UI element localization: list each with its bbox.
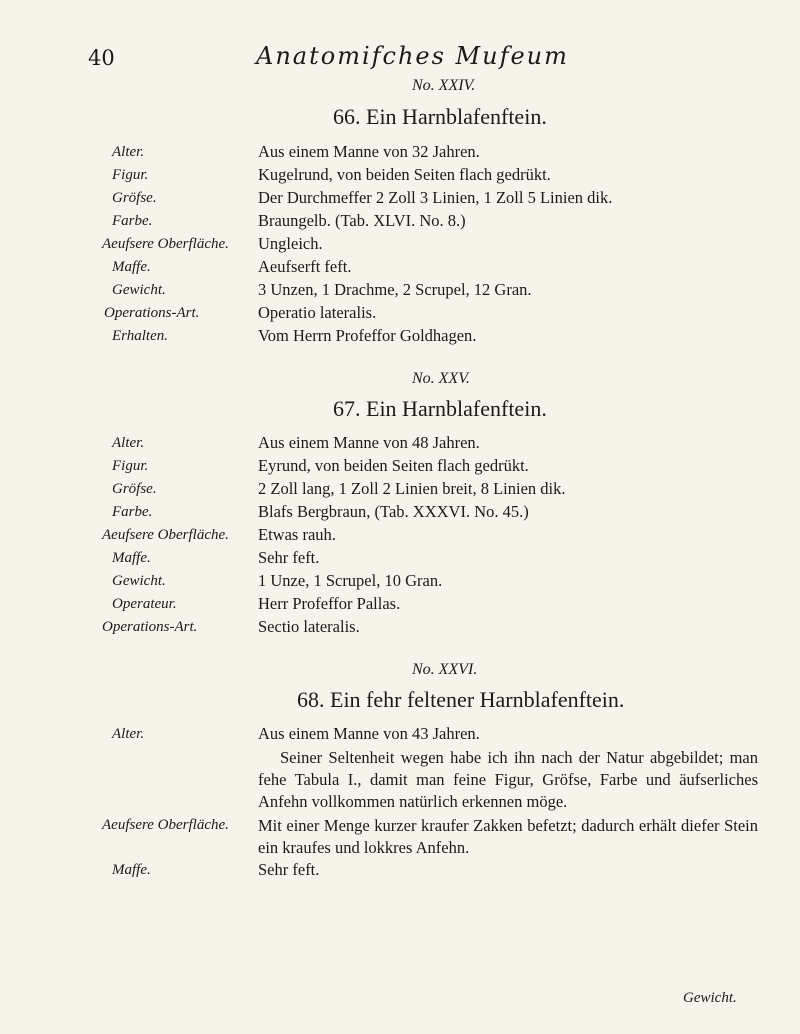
field-value: Sehr feft. — [258, 860, 320, 879]
catchword: Gewicht. — [683, 990, 737, 1006]
entry-number: No. XXIV. — [412, 77, 476, 94]
field-value: Aus einem Manne von 48 Jahren. — [258, 433, 480, 452]
field-label: Farbe. — [112, 213, 153, 229]
field-value: Vom Herrn Profeffor Goldhagen. — [258, 326, 477, 345]
field-label: Alter. — [112, 435, 145, 451]
field-value: Etwas rauh. — [258, 525, 336, 544]
field-label: Gewicht. — [112, 282, 166, 298]
field-label: Maffe. — [112, 259, 151, 275]
field-label: Alter. — [112, 144, 145, 160]
description-paragraph: Mit einer Menge kurzer kraufer Zakken befetzt; dadurch erhält diefer Stein ein kraufes und lokkres Anfehn. — [258, 816, 758, 857]
field-label: Operations-Art. — [104, 305, 200, 321]
field-value: 3 Unzen, 1 Drachme, 2 Scrupel, 12 Gran. — [258, 280, 532, 299]
field-label: Erhalten. — [112, 328, 168, 344]
field-label: Operateur. — [112, 596, 177, 612]
field-value: Aus einem Manne von 32 Jahren. — [258, 142, 480, 161]
field-value: Operatio lateralis. — [258, 303, 377, 322]
field-value: Herr Profeffor Pallas. — [258, 594, 401, 613]
field-label: Alter. — [112, 726, 145, 742]
field-value: Ungleich. — [258, 234, 323, 253]
entry-number: No. XXVI. — [412, 661, 478, 678]
field-label: Gröfse. — [112, 481, 157, 497]
entry-title: 67. Ein Harnblafenftein. — [333, 396, 547, 421]
page-number: 40 — [88, 46, 115, 70]
field-value: Blafs Bergbraun, (Tab. XXXVI. No. 45.) — [258, 502, 529, 521]
field-label: Maffe. — [112, 862, 151, 878]
field-value: 1 Unze, 1 Scrupel, 10 Gran. — [258, 571, 443, 590]
field-label: Figur. — [112, 458, 149, 474]
field-label: Aeufsere Oberfläche. — [102, 236, 229, 252]
field-label: Figur. — [112, 167, 149, 183]
field-label: Operations-Art. — [102, 619, 198, 635]
field-label: Farbe. — [112, 504, 153, 520]
entry-title: 66. Ein Harnblafenftein. — [333, 104, 547, 129]
field-value: Aus einem Manne von 43 Jahren. — [258, 724, 480, 743]
field-value: Kugelrund, von beiden Seiten flach gedrükt. — [258, 165, 551, 184]
field-value: Eyrund, von beiden Seiten flach gedrükt. — [258, 456, 529, 475]
entry-number: No. XXV. — [412, 370, 470, 387]
field-value: Braungelb. (Tab. XLVI. No. 8.) — [258, 211, 466, 230]
field-label: Maffe. — [112, 550, 151, 566]
field-value: Sehr feft. — [258, 548, 320, 567]
field-value: Der Durchmeffer 2 Zoll 3 Linien, 1 Zoll 5 Linien dik. — [258, 188, 613, 207]
field-label: Gröfse. — [112, 190, 157, 206]
field-value: Aeufserft feft. — [258, 257, 352, 276]
field-value: 2 Zoll lang, 1 Zoll 2 Linien breit, 8 Linien dik. — [258, 479, 566, 498]
field-label: Aeufsere Oberfläche. — [102, 527, 229, 543]
field-label: Gewicht. — [112, 573, 166, 589]
field-value: Sectio lateralis. — [258, 617, 360, 636]
description-paragraph: Seiner Seltenheit wegen habe ich ihn nach der Natur abgebildet; man fehe Tabula I., damit man feine Figur, Gröfse, Farbe und äufserliches Anfehn vollkommen natürlich erkennen möge. — [258, 748, 758, 811]
running-head: Anatomifches Mufeum — [256, 42, 569, 70]
field-label: Aeufsere Oberfläche. — [102, 817, 229, 833]
entry-title: 68. Ein fehr feltener Harnblafenftein. — [297, 687, 625, 712]
